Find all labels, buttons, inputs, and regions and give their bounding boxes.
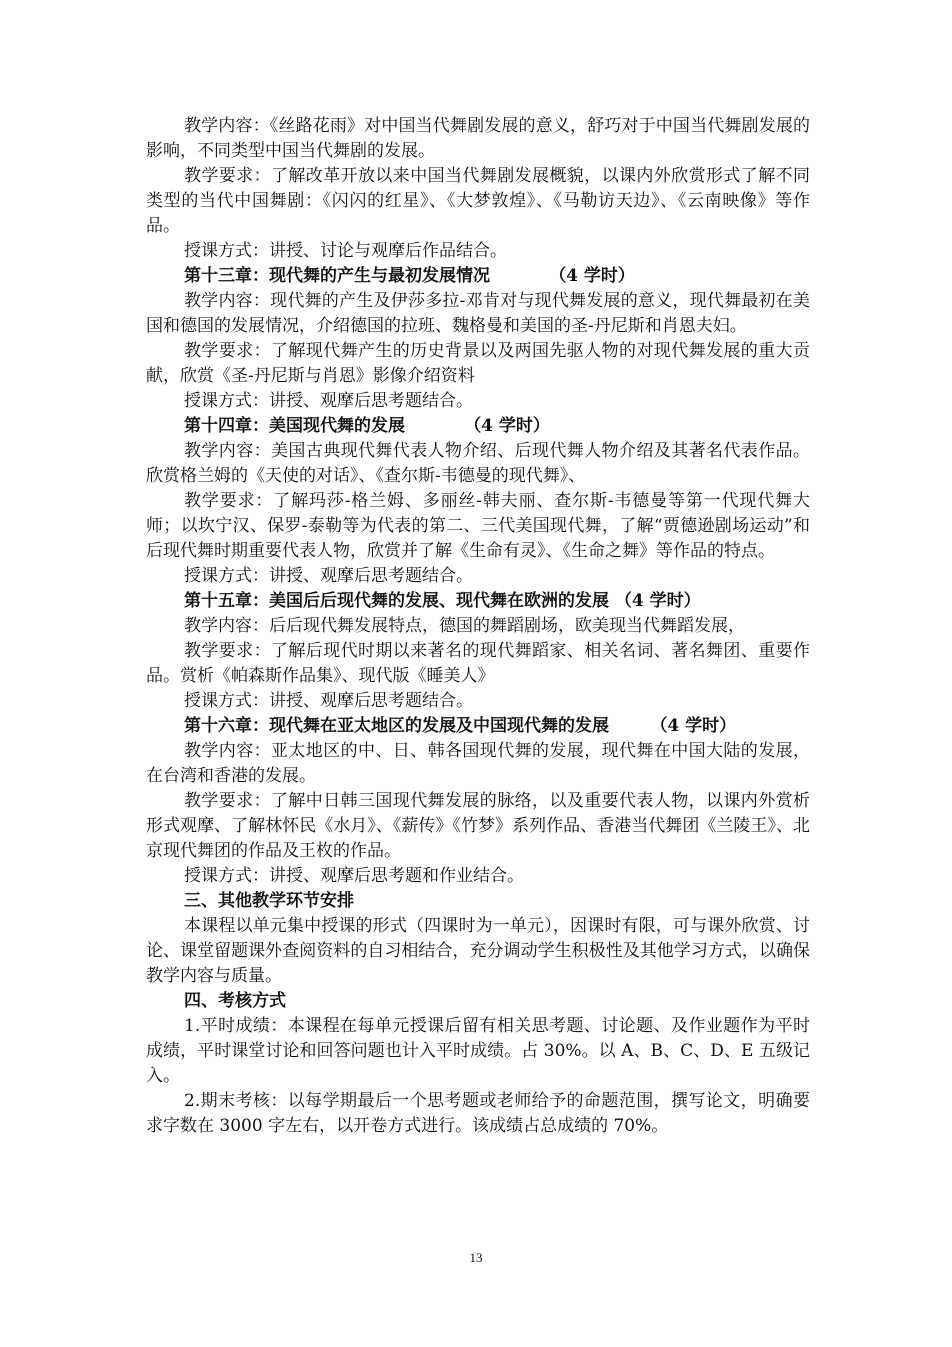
paragraph: 教学要求：了解改革开放以来中国当代舞剧发展概貌，以课内外欣赏形式了解不同类型的当代中国舞剧：《闪闪的红星》、《大梦敦煌》、《马勒访天边》、《云南映像》等作品。	[146, 166, 810, 236]
paragraph: 授课方式：讲授、观摩后思考题结合。	[184, 391, 473, 411]
paragraph: 授课方式：讲授、观摩后思考题和作业结合。	[184, 866, 524, 886]
paragraph: 1.平时成绩：本课程在每单元授课后留有相关思考题、讨论题、及作业题作为平时成绩，平时课堂讨论和回答问题也计入平时成绩。占 30%。以 A、B、C、D、E 五级记入。	[146, 1016, 810, 1086]
page-number: 13	[469, 1250, 483, 1265]
paragraph: 教学要求：了解现代舞产生的历史背景以及两国先驱人物的对现代舞发展的重大贡献，欣赏《圣-丹尼斯与肖恩》影像介绍资料	[146, 341, 810, 386]
paragraph: 教学要求：了解后现代时期以来著名的现代舞蹈家、相关名词、著名舞团、重要作品。赏析《帕森斯作品集》、现代版《睡美人》	[146, 641, 810, 686]
chapter-hours: （4 学时）	[614, 591, 701, 611]
paragraph: 2.期末考核：以每学期最后一个思考题或老师给予的命题范围，撰写论文，明确要求字数在 3000 字左右，以开卷方式进行。该成绩占总成绩的 70%。	[146, 1091, 810, 1136]
paragraph: 教学内容：亚太地区的中、日、韩各国现代舞的发展，现代舞在中国大陆的发展，在台湾和香港的发展。	[146, 741, 810, 786]
paragraph: 授课方式：讲授、讨论与观摩后作品结合。	[184, 241, 507, 261]
chapter-heading	[146, 714, 810, 739]
section-heading: 三、其他教学环节安排	[184, 891, 354, 911]
chapter-hours: （4 学时）	[549, 266, 635, 286]
paragraph: 授课方式：讲授、观摩后思考题结合。	[184, 566, 473, 586]
chapter-title: 第十三章：现代舞的产生与最初发展情况	[184, 266, 490, 286]
page-body	[146, 114, 810, 1139]
chapter-title: 第十五章：美国后后现代舞的发展、现代舞在欧洲的发展	[184, 591, 609, 611]
chapter-hours: （4 学时）	[464, 416, 550, 436]
chapter-hours: （4 学时）	[650, 716, 737, 736]
section-heading: 四、考核方式	[184, 991, 286, 1011]
paragraph: 本课程以单元集中授课的形式（四课时为一单元），因课时有限，可与课外欣赏、讨论、课堂留题课外查阅资料的自习相结合，充分调动学生积极性及其他学习方式，以确保教学内容与质量。	[146, 916, 810, 986]
chapter-heading	[146, 589, 810, 614]
paragraph: 教学内容：后后现代舞发展特点，德国的舞蹈剧场，欧美现当代舞蹈发展，	[184, 616, 745, 636]
paragraph: 教学内容：《丝路花雨》对中国当代舞剧发展的意义，舒巧对于中国当代舞剧发展的影响，不同类型中国当代舞剧的发展。	[146, 116, 810, 161]
paragraph: 授课方式：讲授、观摩后思考题结合。	[184, 691, 473, 711]
paragraph: 教学内容：美国古典现代舞代表人物介绍、后现代舞人物介绍及其著名代表作品。欣赏格兰姆的《天使的对话》、《查尔斯-韦德曼的现代舞》、	[146, 441, 810, 486]
chapter-heading	[146, 264, 810, 289]
paragraph: 教学内容：现代舞的产生及伊莎多拉-邓肯对与现代舞发展的意义，现代舞最初在美国和德国的发展情况，介绍德国的拉班、魏格曼和美国的圣-丹尼斯和肖恩夫妇。	[146, 291, 810, 336]
paragraph: 教学要求：了解中日韩三国现代舞发展的脉络，以及重要代表人物，以课内外赏析形式观摩、了解林怀民《水月》、《薪传》《竹梦》系列作品、香港当代舞团《兰陵王》、北京现代舞团的作品及王枚的作品。	[146, 791, 810, 861]
chapter-title: 第十四章：美国现代舞的发展	[184, 416, 405, 436]
chapter-title: 第十六章：现代舞在亚太地区的发展及中国现代舞的发展	[184, 716, 609, 736]
paragraph: 教学要求：了解玛莎-格兰姆、多丽丝-韩夫丽、查尔斯-韦德曼等第一代现代舞大师；以坎宁汉、保罗-泰勒等为代表的第二、三代美国现代舞，了解“贾德逊剧场运动”和后现代舞时期重要代表人物，欣赏并了解《生命有灵》、《生命之舞》等作品的特点。	[146, 491, 810, 561]
chapter-heading	[146, 414, 810, 439]
